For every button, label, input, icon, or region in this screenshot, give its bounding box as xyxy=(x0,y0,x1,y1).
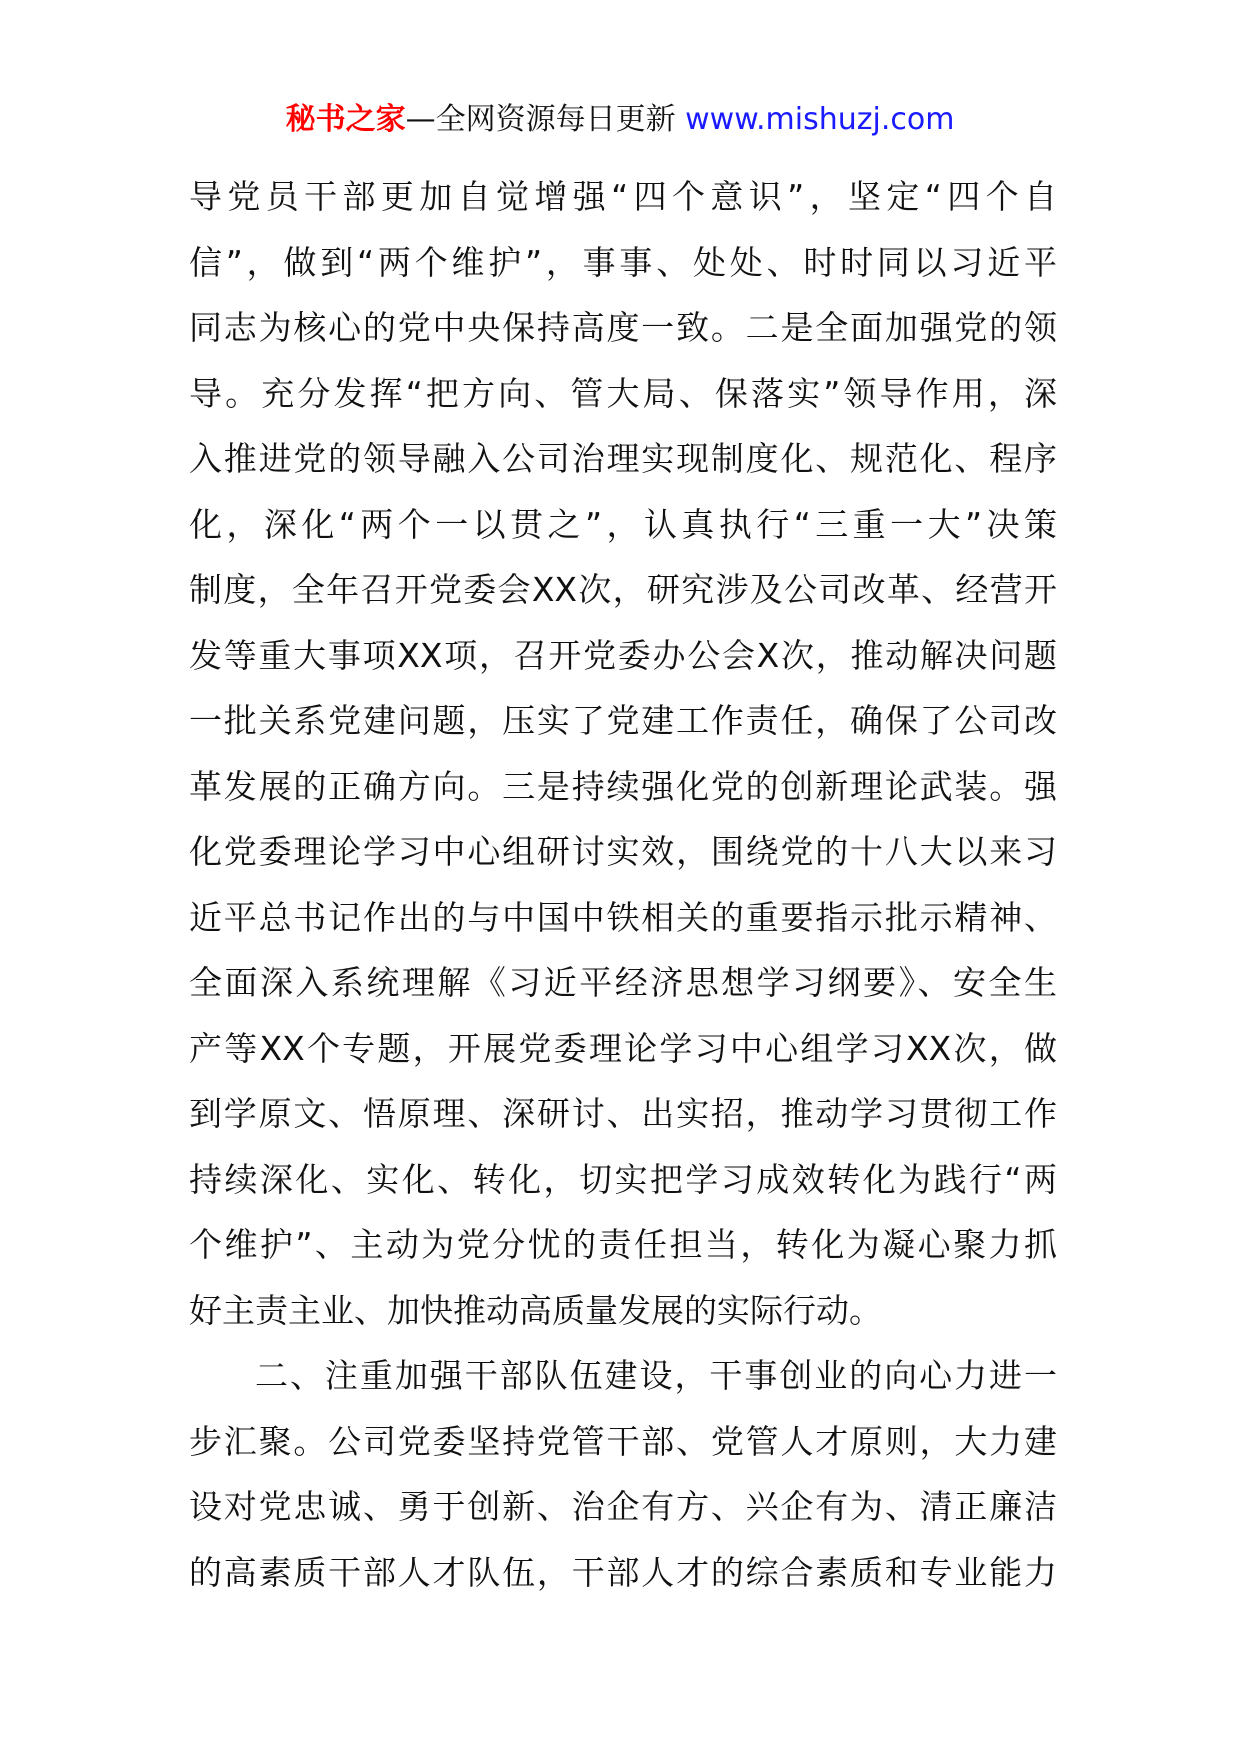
text-line: 个维护”、主动为党分忧的责任担当，转化为凝心聚力抓 xyxy=(189,1225,1057,1264)
paragraph-1 xyxy=(189,164,1057,1343)
text-line: 好主责主业、加快推动高质量发展的实际行动。 xyxy=(189,1290,882,1330)
document-body xyxy=(189,164,1057,1605)
text-line: 化，深化“两个一以贯之”，认真执行“三重一大”决策 xyxy=(189,504,1057,544)
brand-name: 秘书之家 xyxy=(285,102,406,137)
website-url[interactable]: www.mishuzj.com xyxy=(685,102,955,137)
section-heading-line: 二、注重加强干部队伍建设，干事创业的向心力进一 xyxy=(255,1356,1057,1395)
text-line: 导党员干部更加自觉增强“四个意识”，坚定“四个自 xyxy=(189,177,1057,216)
text-line: 步汇聚。公司党委坚持党管干部、党管人才原则，大力建 xyxy=(189,1421,1057,1461)
text-line: 制度，全年召开党委会XX次，研究涉及公司改革、经营开 xyxy=(189,570,1057,609)
text-line: 到学原文、悟原理、深研讨、出实招，推动学习贯彻工作 xyxy=(189,1094,1057,1133)
text-line: 入推进党的领导融入公司治理实现制度化、规范化、程序 xyxy=(189,439,1057,478)
header-tagline: —全网资源每日更新 xyxy=(405,102,686,137)
paragraph-2 xyxy=(189,1343,1057,1605)
text-line: 信”，做到“两个维护”，事事、处处、时时同以习近平 xyxy=(189,242,1057,282)
text-line: 持续深化、实化、转化，切实把学习成效转化为践行“两 xyxy=(189,1159,1057,1199)
page-header xyxy=(0,100,1240,140)
text-line: 全面深入系统理解《习近平经济思想学习纲要》、安全生 xyxy=(189,963,1057,1002)
text-line: 近平总书记作出的与中国中铁相关的重要指示批示精神、 xyxy=(189,897,1057,937)
text-line: 一批关系党建问题，压实了党建工作责任，确保了公司改 xyxy=(189,701,1057,740)
text-line: 产等XX个专题，开展党委理论学习中心组学习XX次，做 xyxy=(189,1028,1057,1068)
text-line: 革发展的正确方向。三是持续强化党的创新理论武装。强 xyxy=(189,766,1057,806)
text-line: 化党委理论学习中心组研讨实效，围绕党的十八大以来习 xyxy=(189,832,1057,871)
text-line: 导。充分发挥“把方向、管大局、保落实”领导作用，深 xyxy=(189,373,1057,413)
text-line: 发等重大事项XX项，召开党委办公会X次，推动解决问题 xyxy=(189,635,1057,675)
text-line: 设对党忠诚、勇于创新、治企有方、兴企有为、清正廉洁 xyxy=(189,1487,1057,1526)
text-line: 同志为核心的党中央保持高度一致。二是全面加强党的领 xyxy=(189,308,1057,347)
text-line: 的高素质干部人才队伍，干部人才的综合素质和专业能力 xyxy=(189,1552,1057,1592)
